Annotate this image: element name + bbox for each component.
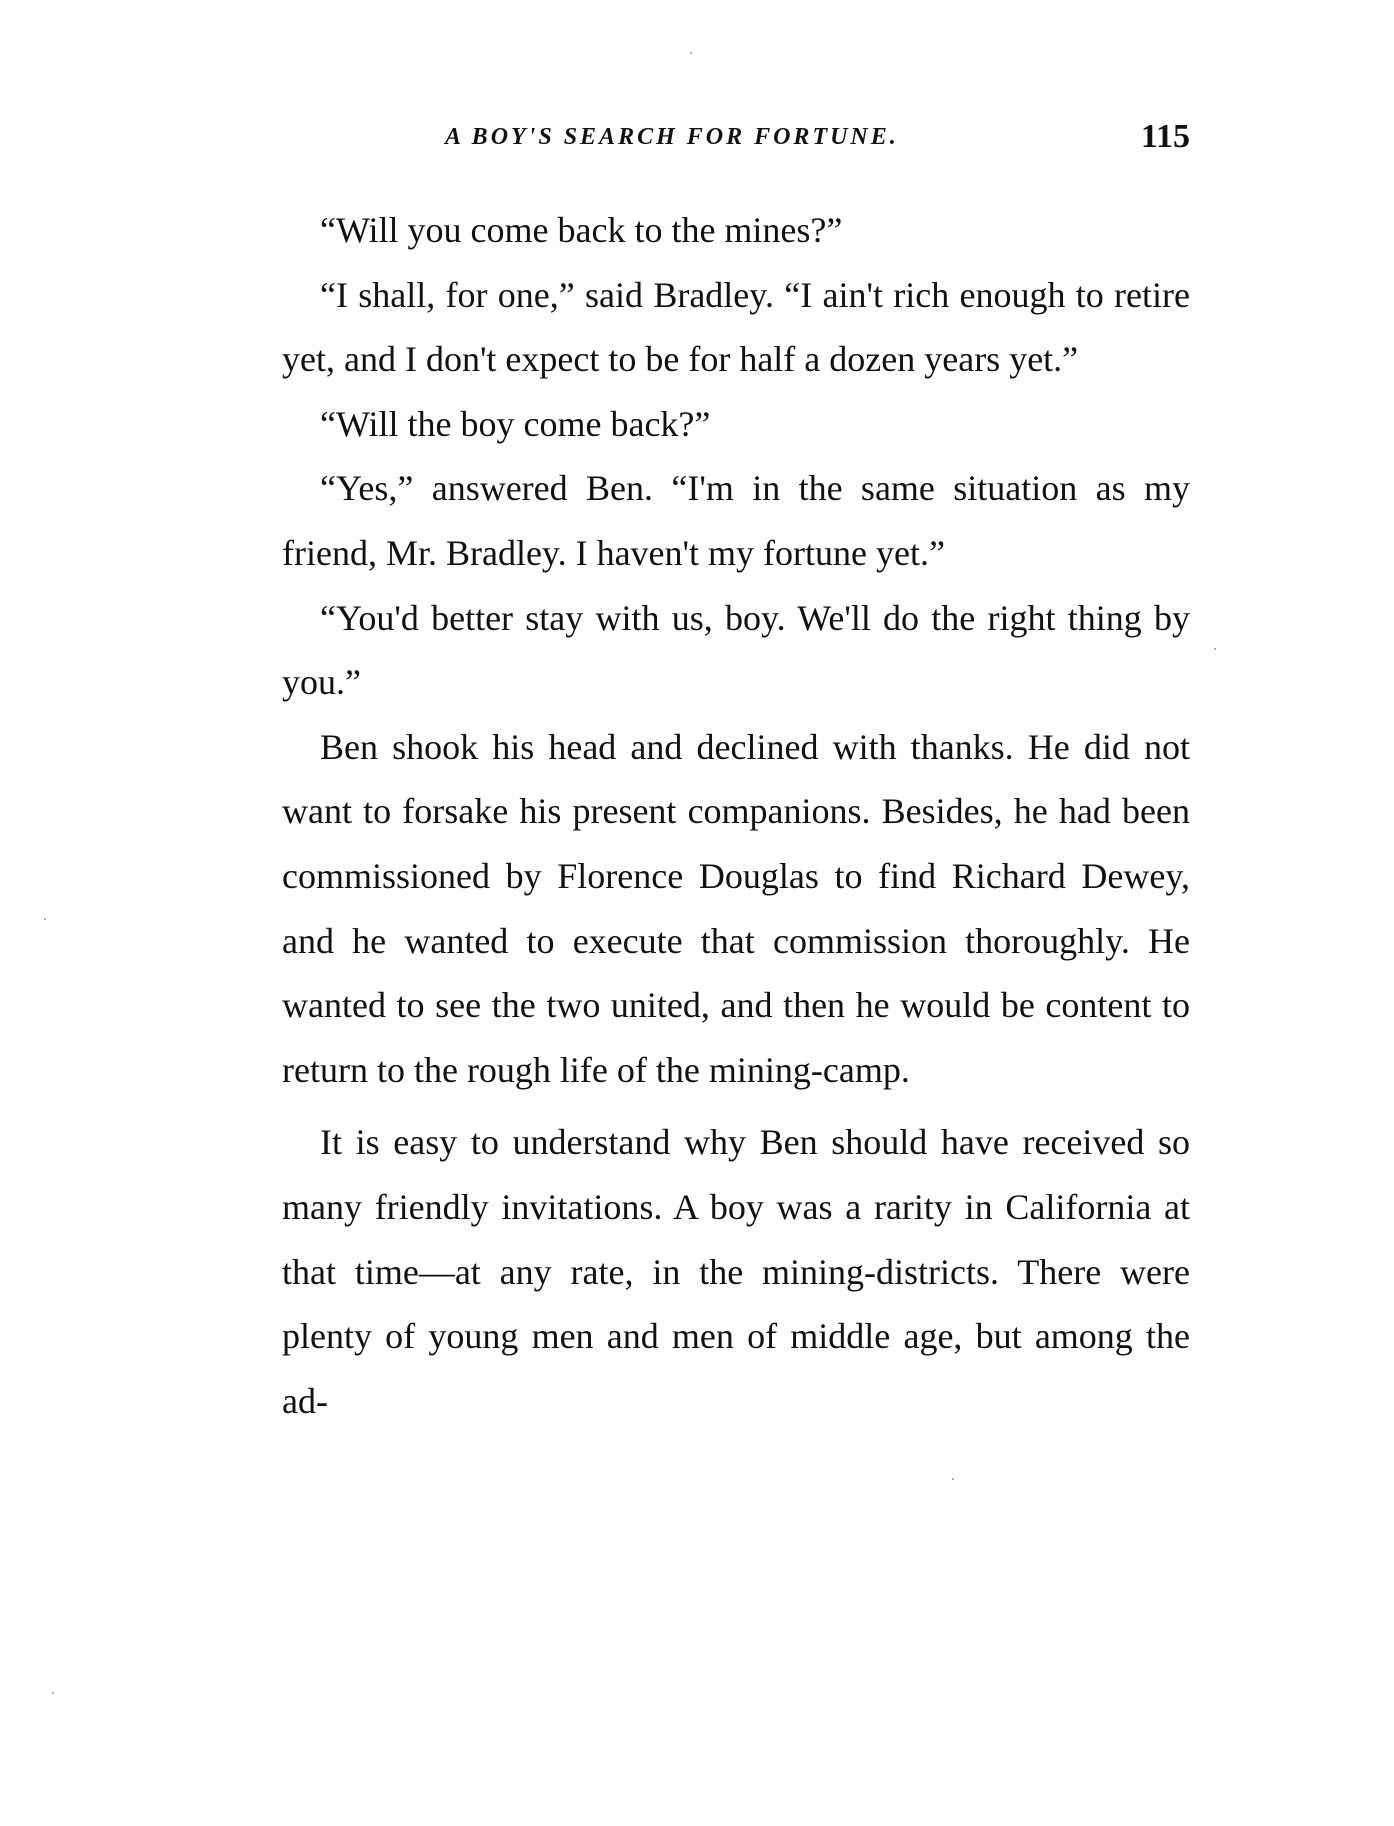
running-head [280, 118, 1190, 158]
scan-speck [44, 918, 46, 920]
scan-speck [952, 1478, 954, 1480]
paragraph: Ben shook his head and declined with thanks. He did not want to forsake his present companions. Besides, he had been commissioned by Florence Douglas to find Richard Dewey, and he wanted to execute that commission thoroughly. He wanted to see the two united, and then he would be content to return to the rough life of the mining-camp. [282, 726, 1190, 1090]
page-number: 115 [1140, 118, 1190, 155]
body-text [282, 198, 1190, 1433]
paragraph: “I shall, for one,” said Bradley. “I ain't rich enough to retire yet, and I don't expect to be for half a dozen years yet.” [282, 274, 1190, 380]
scan-speck [1214, 648, 1216, 650]
scan-speck [52, 1692, 54, 1694]
scan-speck [690, 52, 692, 54]
paragraph: “Will the boy come back?” [320, 403, 711, 444]
paragraph: “You'd better stay with us, boy. We'll do the right thing by you.” [282, 597, 1190, 703]
paragraph: It is easy to understand why Ben should have received so many friendly invitations. A boy was a rarity in California at that time—at any rate, in the mining-districts. There were plenty of young men and men of middle age, but among the ad- [282, 1122, 1190, 1421]
running-title: A BOY'S SEARCH FOR FORTUNE. [445, 124, 899, 150]
paragraph: “Yes,” answered Ben. “I'm in the same situation as my friend, Mr. Bradley. I haven't my fortune yet.” [282, 468, 1190, 573]
paragraph: “Will you come back to the mines?” [320, 210, 843, 250]
